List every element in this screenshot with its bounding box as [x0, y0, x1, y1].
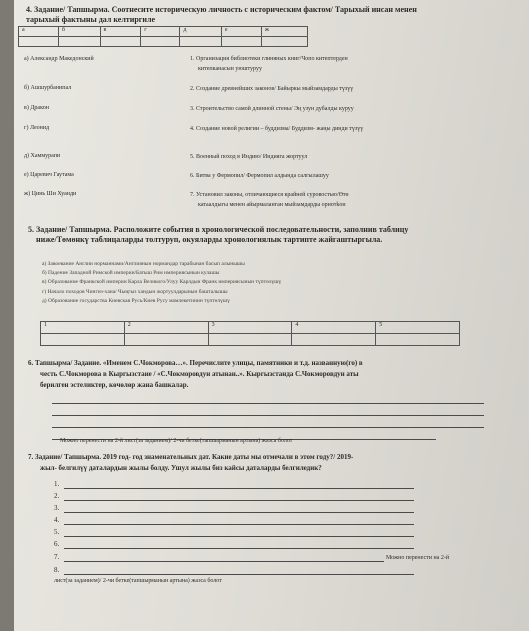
grid-cell[interactable] — [180, 37, 222, 47]
event-item: а) Завоевание Англии норманнами/Англиянын нормандар тарабынан басып алынышы — [42, 261, 245, 267]
grid-cell[interactable] — [100, 37, 141, 47]
grid-cell[interactable]: а — [19, 27, 59, 37]
grid-cell[interactable] — [261, 37, 307, 47]
grid-cell[interactable] — [58, 37, 100, 47]
grid-cell[interactable]: 5 — [376, 322, 460, 334]
task4-heading-line2: тарыхый фактыны дал келтиргиле — [26, 15, 156, 24]
list-item-number: 3. — [54, 504, 60, 512]
list-item-number: 8. — [54, 566, 60, 574]
event-item: д) Образование государства Киевская Русь/Киев Русу мамлекетинин түптөлүшү — [42, 298, 230, 304]
grid-cell[interactable] — [376, 334, 460, 346]
fact-item: 5. Военный поход в Индию/ Индияга жортуул — [190, 154, 308, 160]
answer-line[interactable] — [52, 403, 484, 404]
task7-heading-line2: жыл- белгилүү даталардын жылы болду. Ушул жылы биз кайсы даталарды белгиледик? — [40, 464, 322, 472]
grid-cell[interactable] — [124, 334, 208, 346]
grid-cell[interactable] — [141, 37, 180, 47]
fact-item: 1. Организация библиотеки глиняных книг/Чопо китептерден — [190, 56, 348, 62]
person-item: ж) Цинь Ши Хуанди — [24, 191, 77, 197]
answer-line[interactable] — [64, 500, 414, 501]
grid-cell[interactable]: в — [100, 27, 141, 37]
grid-cell[interactable]: 2 — [124, 322, 208, 334]
event-item: г) Начало походов Чингиз-хана/ Чыңгыз хандын жортуулдарынын башталышы — [42, 289, 228, 295]
grid-cell[interactable]: б — [58, 27, 100, 37]
answer-line[interactable] — [64, 536, 414, 537]
answer-line[interactable] — [64, 488, 414, 489]
event-item: б) Падение Западной Римской империи/Батыш Рим империясынын кулашы — [42, 270, 220, 276]
fact-item: 6. Битва у Фермопил/ Фермопил алдында салгылашуу — [190, 173, 329, 179]
task4-heading: 4. Задание/ Тапшырма. Соотнесите историческую личность с историческим фактом/ Тарыхый инсан менен — [26, 5, 417, 14]
task6-note: Можно перенести на 2-й лист(за заданием)/ 2-чи бетке(тапшырманын артына) жазса болот — [60, 438, 293, 444]
list-item-number: 2. — [54, 492, 60, 500]
answer-line[interactable] — [64, 548, 414, 549]
grid-cell[interactable]: д — [180, 27, 222, 37]
event-item: в) Образование Франкской империи Карла Великого/Улуу Карлдын Франк империясынын түптөлүшү — [42, 279, 282, 285]
grid-cell[interactable] — [208, 334, 292, 346]
grid-cell[interactable]: 3 — [208, 322, 292, 334]
grid-cell[interactable] — [292, 334, 376, 346]
person-item: б) Ашшурбанипал — [24, 85, 72, 91]
task7-note: Можно перенести на 2-й — [386, 555, 450, 561]
list-item-number: 1. — [54, 480, 60, 488]
grid-cell[interactable]: г — [141, 27, 180, 37]
person-item: е) Царевич Гаутама — [24, 172, 74, 178]
fact-item-cont: катаалдыгы менен айырмаланган мыйзамдарды орнотkон — [198, 202, 346, 208]
grid-cell[interactable] — [19, 37, 59, 47]
worksheet-page — [14, 0, 529, 631]
answer-line[interactable] — [64, 524, 414, 525]
fact-item-cont: китепканасын уюштуруу — [198, 66, 262, 72]
answer-line[interactable] — [64, 561, 384, 562]
person-item: в) Дракон — [24, 105, 49, 111]
answer-line[interactable] — [52, 415, 484, 416]
task5-answer-grid — [40, 321, 460, 346]
answer-line[interactable] — [52, 427, 484, 428]
task5-heading-line2: ниже/Төмөнкү таблицаларды толтуруп, окуяларды хронологиялык тартипте жайгаштыргыла. — [36, 235, 383, 244]
task4-answer-grid — [18, 26, 308, 47]
task7-note-cont: лист(за заданием)/ 2-чи бетке(тапшырманын артына) жазса болот — [54, 578, 222, 584]
person-item: а) Александр Македонский — [24, 56, 94, 62]
task6-heading-line2: честь С.Чокморова в Кыргызстане / «С.Чокморовдун атынан..». Кыргызстанда С.Чокморовдун аты — [40, 370, 359, 378]
list-item-number: 6. — [54, 540, 60, 548]
answer-line[interactable] — [64, 512, 414, 513]
grid-cell[interactable] — [221, 37, 261, 47]
fact-item: 2. Создание древнейших законов/ Байыркы мыйзамдарды түзүү — [190, 86, 354, 92]
person-item: д) Хаммурапи — [24, 153, 61, 159]
task5-heading: 5. Задание/ Тапшырма. Расположите события в хронологической последовательности, заполнив таблицу — [28, 225, 409, 234]
answer-line[interactable] — [64, 574, 414, 575]
task6-heading-line3: берилген эстеликтер, көчөлөр жана башкалар. — [40, 381, 189, 389]
task6-heading: 6. Тапшырма/ Задание. «Именем С.Чокморова…». Перечислите улицы, памятники и т.д. названную(го) в — [28, 359, 363, 367]
list-item-number: 4. — [54, 516, 60, 524]
grid-cell[interactable]: е — [221, 27, 261, 37]
grid-cell[interactable]: ж — [261, 27, 307, 37]
grid-cell[interactable]: 1 — [41, 322, 125, 334]
fact-item: 4. Создание новой религии – буддизма/ Буддизм- жаңы динди түзүү — [190, 126, 364, 132]
grid-cell[interactable] — [41, 334, 125, 346]
fact-item: 3. Строительство самой длинной стены/ Эң узун дубалды куруу — [190, 106, 354, 112]
person-item: г) Леонид — [24, 125, 50, 131]
task7-heading: 7. Задание/ Тапшырма. 2019 год- год знаменательных дат. Какие даты мы отмечали в этом году?/ 2019- — [28, 453, 354, 461]
fact-item: 7. Установил законы, отличающиеся крайней суровостью/Өтө — [190, 192, 349, 198]
grid-cell[interactable]: 4 — [292, 322, 376, 334]
list-item-number: 5. — [54, 528, 60, 536]
list-item-number: 7. — [54, 553, 60, 561]
